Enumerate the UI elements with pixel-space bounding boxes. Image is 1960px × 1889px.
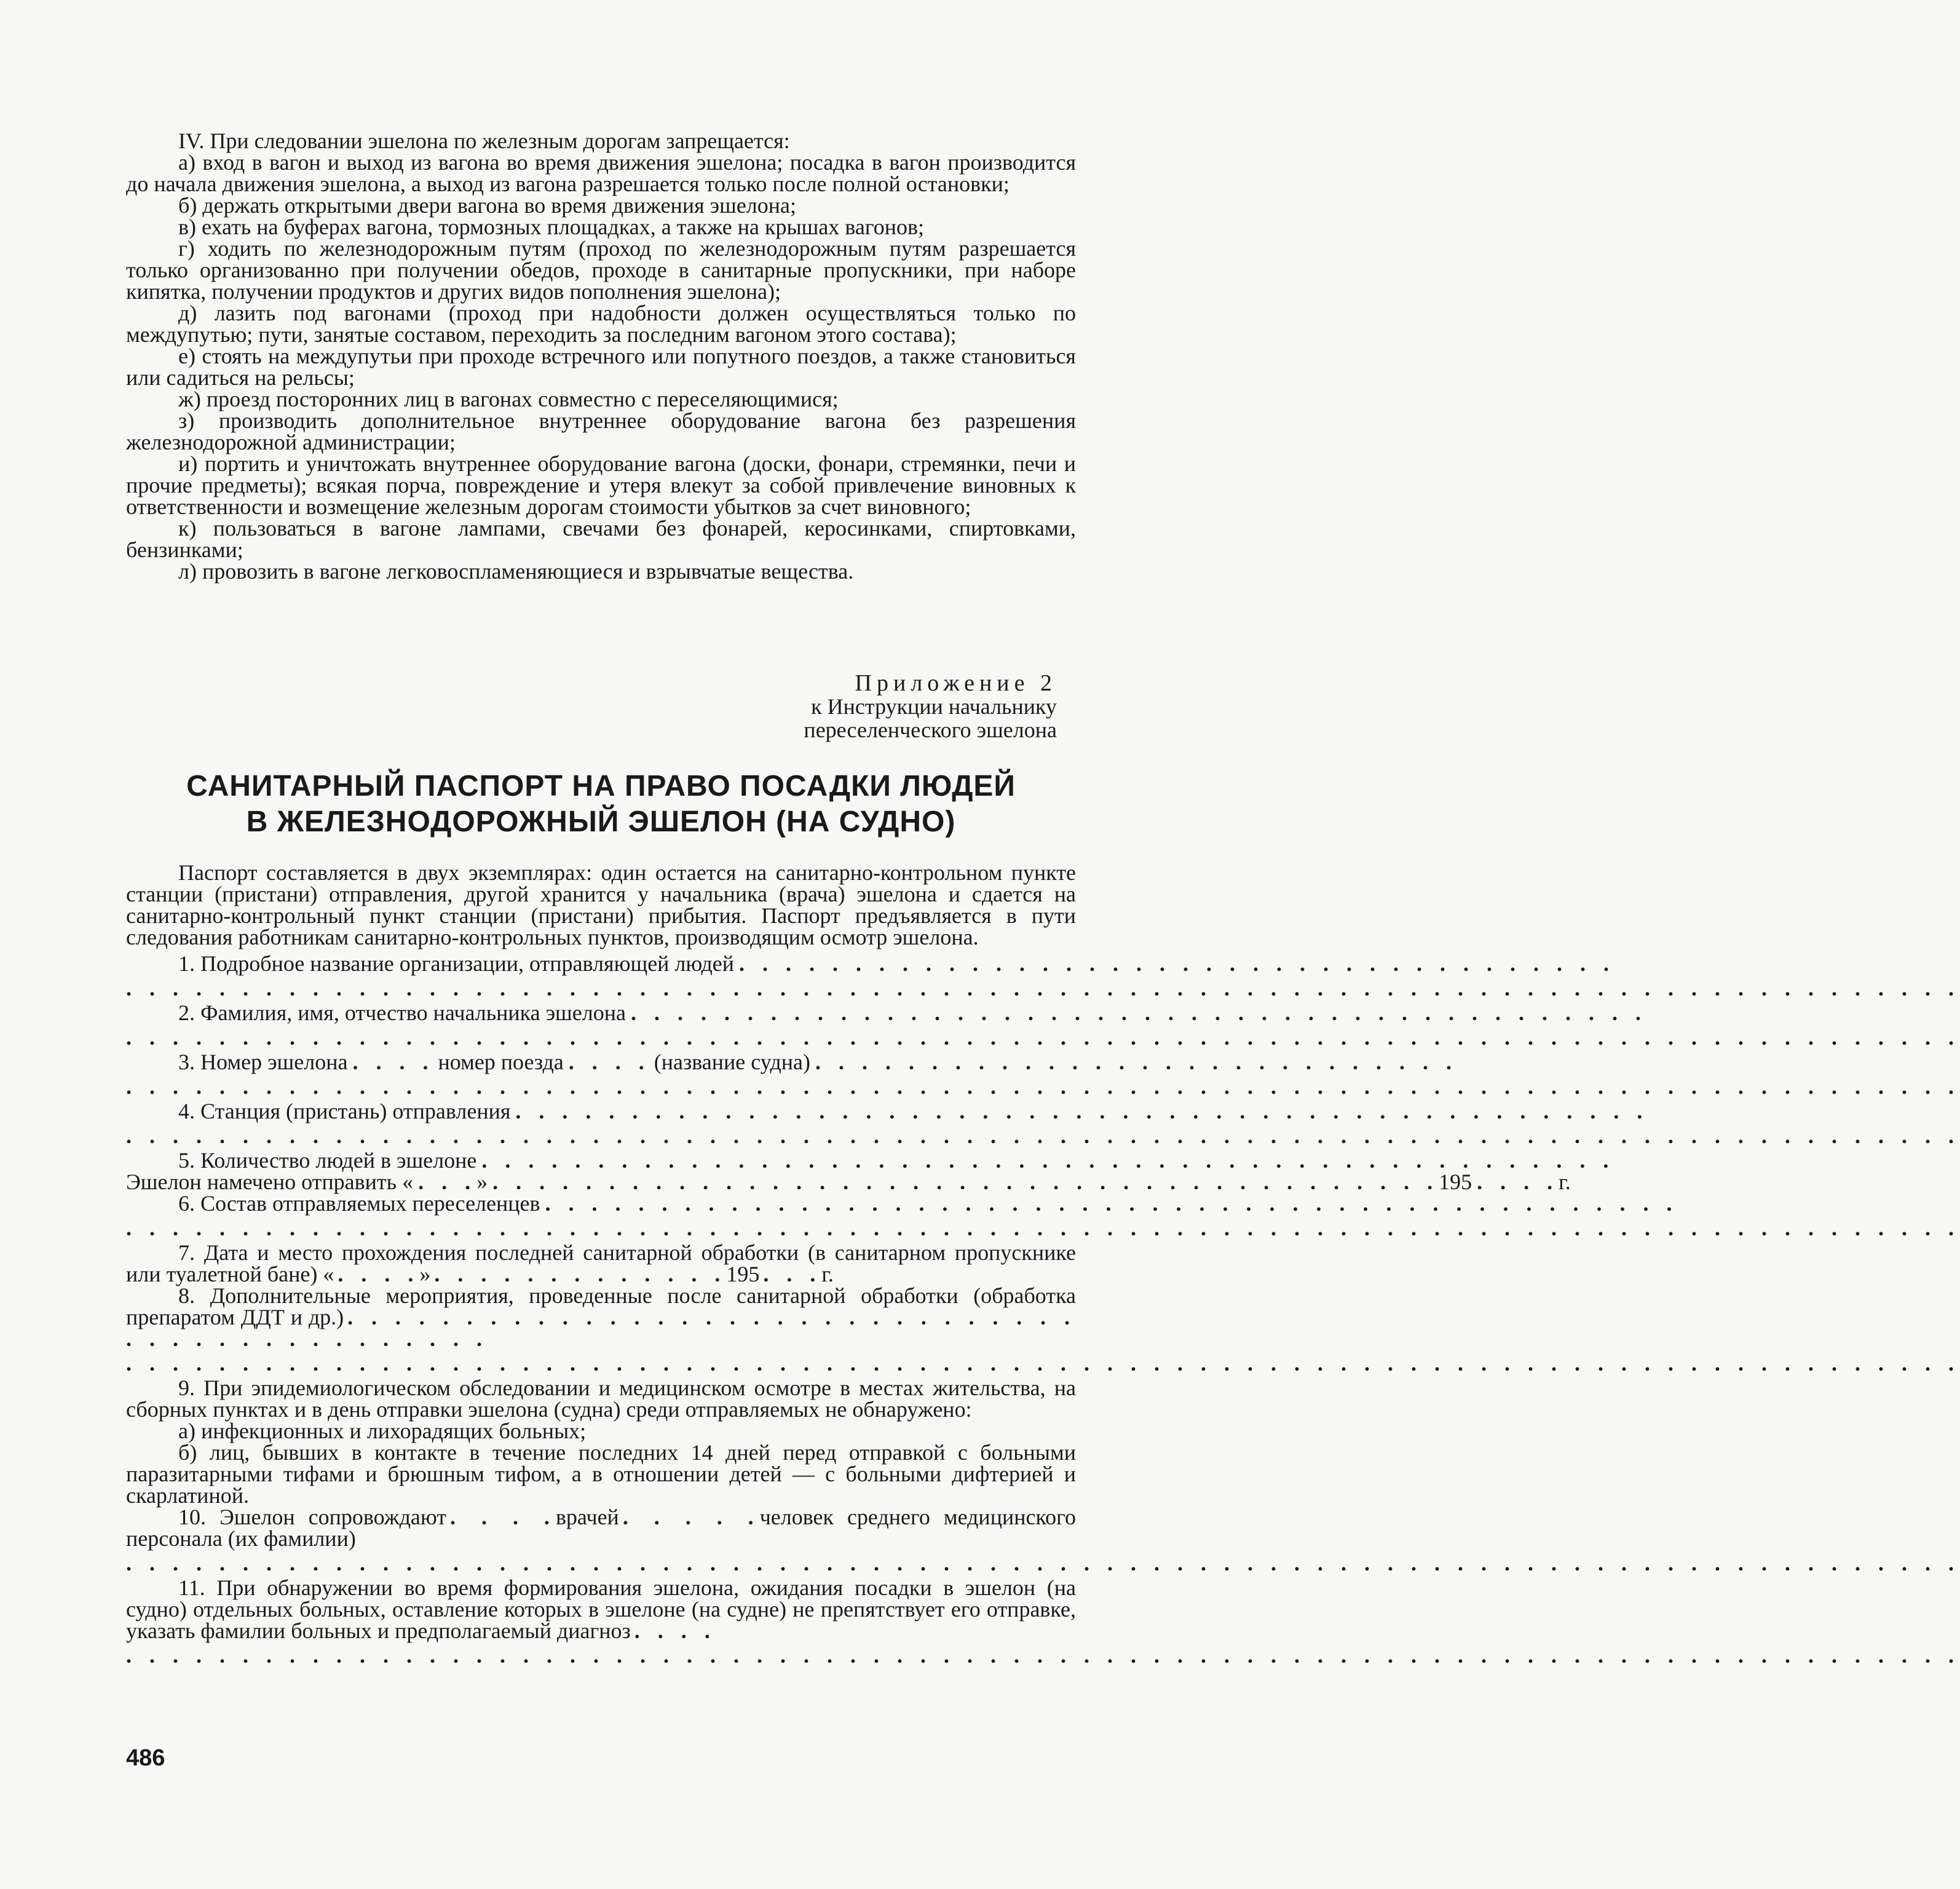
fill-dots: . . . . . . . . . . . . . . . . . . . . . . . . . . . . . . . . . . . . . . . . . . . . [630, 1000, 1647, 1025]
rule-d: д) лазить под вагонами (проход при надобности должен осуществляться только по междупутью; пути, занятые составом, переходить за последним вагоном этого состава); [126, 301, 1076, 347]
rule-b: б) держать открытыми двери вагона во время движения эшелона; [178, 193, 797, 218]
appendix-line-2: переселенческого эшелона [804, 718, 1057, 742]
item-11: 11. При обнаружении во время формирования эшелона, ожидания посадки в эшелон (на судно) отдельных больных, оставление которых в эшелоне (на судне) не препятствует его отправке, указать фамилии больных и предполагаемый диагноз . . . . [126, 1575, 1076, 1643]
fill-line: . . . . . . . . . . . . . . . . . . . . . . . . . . . . . . . . . . . . . . . . . . . . . . . . . . . . . . . . . . . . . . . . . . . . . . . . . . . . . . . [126, 1216, 1960, 1240]
fill-line: . . . . . . . . . . . . . . . . . . . . . . . . . . . . . . . . . . . . . . . . . . . . . . . . . . . . . . . . . . . . . . . . . . . . . . . . . . . . . . . [126, 1551, 1960, 1575]
rule-v: в) ехать на буферах вагона, тормозных площадках, а также на крышах вагонов; [178, 215, 924, 239]
fill-line: . . . . . . . . . . . . . . . . . . . . . . . . . . . . . . . . . . . . . . . . . . . . . . . . . . . . . . . . . . . . . . . . . . . . . . . . . . . . . . . [126, 976, 1960, 1000]
section-iv [126, 130, 1076, 582]
document-title [126, 769, 1076, 840]
fill-dots: . . . . . . . . . . . . . . . . . . . . . . . . . . . . . . . . . . . . . . [739, 951, 1616, 976]
fill-dots: . . . . [1477, 1170, 1559, 1194]
fill-line: . . . . . . . . . . . . . . . . . . . . . . . . . . . . . . . . . . . . . . . . . . . . . . . . . . . . . . . . . . . . . . . . . . . . . . . . . . . . . . . [126, 1351, 1960, 1376]
rule-i: и) портить и уничтожать внутреннее оборудование вагона (доски, фонари, стремянки, печи и прочие предметы); всякая порча, повреждение и утеря влекут за собой привлечение виновных к ответственности и возмещение железным дорогам стоимости убытков за счет виновного; [126, 451, 1076, 519]
item-8: 8. Дополнительные мероприятия, проведенные после санитарной обработки (обработка препаратом ДДТ и др.) . . . . . . . . . . . . . . . . . . . . . . . . . . . . . . . . . . . . . . . . . . . . . . . [126, 1283, 1077, 1351]
fill-dots: . . . . . . . . . . . . . . . . . . . . . . . . . . . . . . . . . . . . . . . . . . . . . . . . . [545, 1191, 1678, 1216]
passport-form [126, 860, 1960, 1669]
rule-z: з) производить дополнительное внутреннее оборудование вагона без разрешения железнодорожной администрации; [126, 408, 1076, 454]
fill-dots: . . . . . . . . . . . . . . . . . . . . . . . . . . . . . . . . . . . . . . . . . . . . . . . . . [515, 1099, 1649, 1123]
item-9a: а) инфекционных и лихорадящих больных; [178, 1419, 587, 1443]
fill-line: . . . . . . . . . . . . . . . . . . . . . . . . . . . . . . . . . . . . . . . . . . . . . . . . . . . . . . . . . . . . . . . . . . . . . . . . . . . . . . . [126, 1074, 1960, 1099]
item-5-date: Эшелон намечено отправить « . . . » . . . . . . . . . . . . . . . . . . . . . . . . . . . . . . . . . . . . . . . . . 195 . . . . г. [126, 1170, 1571, 1194]
section-iv-heading: IV. При следовании эшелона по железным дорогам запрещается: [178, 129, 790, 153]
appendix-label: Приложение 2 [855, 670, 1057, 696]
item-9b: б) лиц, бывших в контакте в течение последних 14 дней перед отправкой с больными паразитарными тифами и брюшным тифом, а в отношении детей — с больными дифтерией и скарлатиной. [126, 1440, 1076, 1508]
fill-line: . . . . . . . . . . . . . . . . . . . . . . . . . . . . . . . . . . . . . . . . . . . . . . . . . . . . . . . . . . . . . . . . . . . . . . . . . . . . . . . [126, 1025, 1960, 1050]
intro-paragraph: Паспорт составляется в двух экземплярах: один остается на санитарно-контрольном пункте станции (пристани) отправления, другой хранится у начальника (врача) эшелона и сдается на санитарно-контрольный пункт станции (пристани) прибытия. Паспорт предъявляется в пути следования работникам санитарно-контрольных пунктов, производящим осмотр эшелона. [126, 860, 1076, 949]
item-3: 3. Номер эшелона . . . . номер поезда . . . . (название судна) . . . . . . . . . . . . . . . . . . . . . . . . . . . . [178, 1050, 1458, 1074]
item-4: 4. Станция (пристань) отправления . . . . . . . . . . . . . . . . . . . . . . . . . . . . . . . . . . . . . . . . . . . . . . . . . [178, 1099, 1649, 1123]
item-9: 9. При эпидемиологическом обследовании и медицинском осмотре в местах жительства, на сборных пунктах и в день отправки эшелона (судна) среди отправляемых не обнаружено: [126, 1376, 1076, 1422]
rule-g: г) ходить по железнодорожным путям (проход по железнодорожным путям разрешается только организованно при получении обедов, проходе в санитарные пропускники, при наборе кипятка, получении продуктов и других видов пополнения эшелона); [126, 236, 1076, 304]
fill-dots: . . . . . . . . . . . . . . . . . . . . . . . . . . . . [815, 1050, 1458, 1074]
fill-dots: . . . . [352, 1050, 435, 1074]
fill-dots: . . . . . . . . . . . . . . . . . . . . . . . . . . . . . . . . . . . . . . . . . . . . . . . . . [481, 1148, 1615, 1173]
rule-a: а) вход в вагон и выход из вагона во время движения эшелона; посадка в вагон производится до начала движения эшелона, а выход из вагона разрешается только после полной остановки; [126, 150, 1076, 196]
fill-dots: . . . . [568, 1050, 650, 1074]
item-10: 10. Эшелон сопровождают . . . .врачей . . . . .человек среднего медицинского персонала (их фамилии) [126, 1505, 1077, 1551]
title-line-1: САНИТАРНЫЙ ПАСПОРТ НА ПРАВО ПОСАДКИ ЛЮДЕЙ [186, 770, 1016, 802]
item-2: 2. Фамилия, имя, отчество начальника эшелона . . . . . . . . . . . . . . . . . . . . . . . . . . . . . . . . . . . . . . . . . . . . [178, 1000, 1647, 1025]
appendix-line-1: к Инструкции начальнику [811, 694, 1057, 719]
page-number: 486 [126, 1745, 165, 1771]
rule-k: к) пользоваться в вагоне лампами, свечами без фонарей, керосинками, спиртовками, бензинками; [126, 516, 1076, 562]
item-6: 6. Состав отправляемых переселенцев . . . . . . . . . . . . . . . . . . . . . . . . . . . . . . . . . . . . . . . . . . . . . . . . . [178, 1191, 1678, 1216]
rule-l: л) провозить в вагоне легковоспламеняющиеся и взрывчатые вещества. [178, 559, 854, 584]
fill-line: . . . . . . . . . . . . . . . . . . . . . . . . . . . . . . . . . . . . . . . . . . . . . . . . . . . . . . . . . . . . . . . . . . . . . . . . . . . . . . . [126, 1123, 1960, 1148]
appendix-note [804, 671, 1057, 742]
item-5: 5. Количество людей в эшелоне . . . . . . . . . . . . . . . . . . . . . . . . . . . . . . . . . . . . . . . . . . . . . . . . . [178, 1148, 1615, 1173]
rule-zh: ж) проезд посторонних лиц в вагонах совместно с переселяющимися; [178, 387, 839, 411]
title-line-2: В ЖЕЛЕЗНОДОРОЖНЫЙ ЭШЕЛОН (НА СУДНО) [246, 806, 956, 838]
item-1: 1. Подробное название организации, отправляющей людей . . . . . . . . . . . . . . . . . . . . . . . . . . . . . . . . . . . . . . [178, 951, 1616, 976]
rule-e: е) стоять на междупутьи при проходе встречного или попутного поездов, а также становиться или садиться на рельсы; [126, 344, 1076, 390]
item-7: 7. Дата и место прохождения последней санитарной обработки (в санитарном пропускнике или туалетной бане) « . . . .» . . . . . . . . . . . . .195 . . .г. [126, 1240, 1076, 1286]
fill-dots: . . . . . . . . . . . . . . . . . . . . . . . . . . . . . . . . . . . . . . . . . [492, 1170, 1439, 1194]
fill-line: . . . . . . . . . . . . . . . . . . . . . . . . . . . . . . . . . . . . . . . . . . . . . . . . . . . . . . . . . . . . . . . . . . . . . . . . . . . . . . . [126, 1643, 1960, 1668]
fill-dots: . . . [418, 1170, 477, 1194]
